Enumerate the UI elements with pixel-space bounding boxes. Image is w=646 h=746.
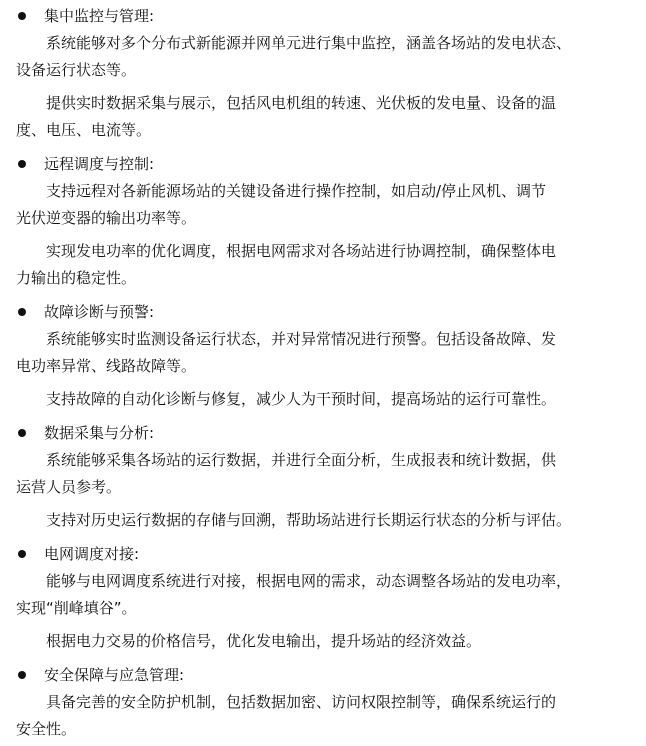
paragraph bbox=[16, 689, 616, 743]
section-heading bbox=[16, 298, 630, 326]
paragraph bbox=[16, 326, 616, 380]
paragraph-line: 系统能够采集各场站的运行数据，并进行全面分析，生成报表和统计数据，供 bbox=[46, 451, 557, 469]
section-heading bbox=[16, 2, 630, 30]
section-heading-text: 电网调度对接: bbox=[44, 545, 140, 563]
paragraph-line: 实现发电功率的优化调度，根据电网需求对各场站进行协调控制，确保整体电 bbox=[46, 242, 557, 260]
paragraph-line: 实现“削峰填谷”。 bbox=[16, 599, 137, 617]
paragraph-line: 支持故障的自动化诊断与修复，减少人为干预时间，提高场站的运行可靠性。 bbox=[46, 390, 557, 408]
section-heading-text: 数据采集与分析: bbox=[44, 424, 155, 442]
paragraph bbox=[16, 507, 616, 534]
paragraph bbox=[16, 628, 616, 655]
paragraph-line: 安全性。 bbox=[16, 720, 77, 738]
bullet-section bbox=[16, 298, 630, 413]
bullet-dot-icon bbox=[18, 429, 26, 437]
bullet-dot-icon bbox=[18, 160, 26, 168]
paragraph bbox=[16, 568, 616, 622]
paragraph-line: 具备完善的安全防护机制，包括数据加密、访问权限控制等，确保系统运行的 bbox=[46, 693, 557, 711]
paragraph-line: 力输出的稳定性。 bbox=[16, 269, 137, 287]
bullet-section bbox=[16, 419, 630, 534]
section-heading-text: 集中监控与管理: bbox=[44, 7, 155, 25]
section-heading bbox=[16, 419, 630, 447]
paragraph-line: 提供实时数据采集与展示，包括风电机组的转速、光伏板的发电量、设备的温 bbox=[46, 94, 557, 112]
paragraph bbox=[16, 90, 616, 144]
section-heading bbox=[16, 540, 630, 568]
bullet-section bbox=[16, 2, 630, 144]
paragraph bbox=[16, 238, 616, 292]
paragraph-line: 能够与电网调度系统进行对接，根据电网的需求，动态调整各场站的发电功率， bbox=[46, 572, 572, 590]
bullet-dot-icon bbox=[18, 550, 26, 558]
paragraph-line: 系统能够实时监测设备运行状态，并对异常情况进行预警。包括设备故障、发 bbox=[46, 330, 557, 348]
section-heading bbox=[16, 150, 630, 178]
bullet-dot-icon bbox=[18, 12, 26, 20]
paragraph bbox=[16, 386, 616, 413]
paragraph-line: 系统能够对多个分布式新能源并网单元进行集中监控，涵盖各场站的发电状态、 bbox=[46, 34, 572, 52]
bullet-dot-icon bbox=[18, 308, 26, 316]
section-heading bbox=[16, 661, 630, 689]
paragraph-line: 根据电力交易的价格信号，优化发电输出，提升场站的经济效益。 bbox=[46, 632, 482, 650]
paragraph-line: 支持远程对各新能源场站的关键设备进行操作控制，如启动/停止风机、调节 bbox=[46, 182, 547, 200]
section-heading-text: 远程调度与控制: bbox=[44, 155, 155, 173]
paragraph-line: 运营人员参考。 bbox=[16, 478, 122, 496]
bullet-section bbox=[16, 540, 630, 655]
bullet-section bbox=[16, 661, 630, 743]
bullet-section bbox=[16, 150, 630, 292]
paragraph-line: 电功率异常、线路故障等。 bbox=[16, 357, 197, 375]
section-heading-text: 安全保障与应急管理: bbox=[44, 666, 185, 684]
bullet-dot-icon bbox=[18, 671, 26, 679]
paragraph bbox=[16, 30, 616, 84]
section-heading-text: 故障诊断与预警: bbox=[44, 303, 155, 321]
paragraph-line: 支持对历史运行数据的存储与回溯，帮助场站进行长期运行状态的分析与评估。 bbox=[46, 511, 572, 529]
paragraph-line: 度、电压、电流等。 bbox=[16, 121, 152, 139]
paragraph-line: 光伏逆变器的输出功率等。 bbox=[16, 209, 197, 227]
paragraph bbox=[16, 447, 616, 501]
paragraph-line: 设备运行状态等。 bbox=[16, 61, 137, 79]
paragraph bbox=[16, 178, 616, 232]
